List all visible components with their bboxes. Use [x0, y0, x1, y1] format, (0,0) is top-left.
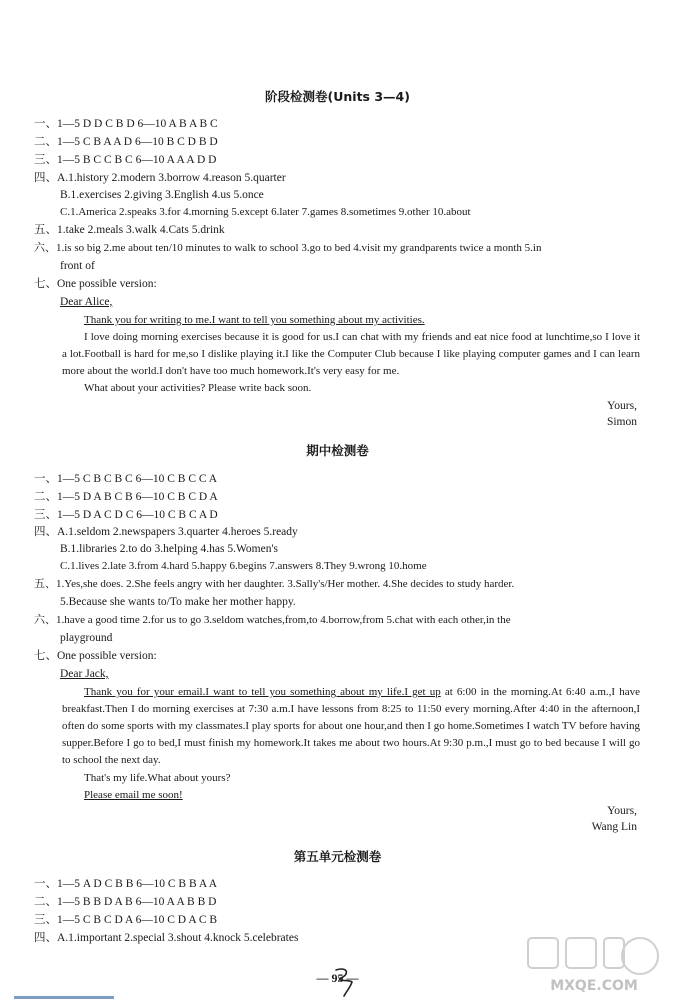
answer-line: 六、1.is so big 2.me about ten/10 minutes to walk to school 3.go to bed 4.visit my grandparents twice a month 5.in — [34, 242, 542, 254]
answer-line: 四、A.1.history 2.modern 3.borrow 4.reason 5.quarter — [34, 172, 286, 184]
answer-line: B.1.libraries 2.to do 3.helping 4.has 5.Women's — [60, 543, 279, 555]
letter-closing-line: That's my life.What about yours? — [84, 772, 231, 784]
handwritten-scribble-icon — [332, 966, 360, 998]
letter-name: Wang Lin — [591, 821, 637, 833]
answer-line: 五、1.take 2.meals 3.walk 4.Cats 5.drink — [34, 224, 225, 236]
answer-line: front of — [60, 260, 95, 272]
answer-line: 三、1—5 B C C B C 6—10 A A A D D — [34, 154, 217, 166]
letter-paragraph: I love doing morning exercises because it is good for us.I can chat with my friends and eat nice food at lunchtime,so I love it a lot.Football is hard for me,so I dislike playing it.I like the Computer Club because I like playing computer games and I can learn more about the world.I don't have too much homework.It's very easy for me. — [62, 331, 640, 377]
answer-line: 七、One possible version: — [34, 650, 157, 662]
answer-line: playground — [60, 632, 113, 644]
letter-signoff: Yours, — [607, 400, 637, 412]
answer-line: 二、1—5 C B A A D 6—10 B C D B D — [34, 136, 218, 148]
answer-line: 一、1—5 C B C B C 6—10 C B C C A — [34, 473, 218, 485]
letter-name: Simon — [606, 416, 637, 428]
section-title-unit-5: 第五单元检测卷 — [293, 849, 382, 864]
bottom-edge-bar — [14, 996, 114, 999]
watermark-logo-icon — [520, 930, 668, 998]
letter-closing-line: What about your activities? Please write back soon. — [84, 382, 312, 394]
letter-underlined-opening: Thank you for writing to me.I want to tell you something about my activities. — [84, 314, 425, 326]
answer-line: 5.Because she wants to/To make her mother happy. — [60, 596, 296, 608]
page-number: — 95 — — [316, 971, 359, 985]
letter-underlined-opening: Thank you for your email.I want to tell you something about my life.I get up — [84, 686, 441, 698]
answer-line: 七、One possible version: — [34, 278, 157, 290]
answer-line: B.1.exercises 2.giving 3.English 4.us 5.once — [60, 189, 264, 201]
letter-closing-underlined: Please email me soon! — [84, 789, 183, 801]
section-title-midterm: 期中检测卷 — [306, 443, 369, 458]
answer-line: 一、1—5 D D C B D 6—10 A B A B C — [34, 118, 218, 130]
letter-body — [62, 312, 640, 380]
answer-line: 一、1—5 A D C B B 6—10 C B B A A — [34, 878, 218, 890]
letter-signoff: Yours, — [607, 805, 637, 817]
answer-line: 四、A.1.important 2.special 3.shout 4.knock 5.celebrates — [34, 932, 299, 944]
watermark-text: MXQE.COM — [550, 978, 638, 994]
answer-line: 四、A.1.seldom 2.newspapers 3.quarter 4.heroes 5.ready — [34, 526, 298, 538]
answer-line: 五、1.Yes,she does. 2.She feels angry with her daughter. 3.Sally's/Her mother. 4.She decides to study harder. — [34, 578, 515, 590]
answer-line: 三、1—5 D A C D C 6—10 C B C A D — [34, 509, 218, 521]
answer-line: 三、1—5 C B C D A 6—10 C D A C B — [34, 914, 218, 926]
letter-paragraph: at 6:00 in the morning.At 6:40 a.m.,I have breakfast.Then I do morning exercises at 7:30 a.m.I have lessons from 8:25 to 11:50 every morning.After 4:40 in the afternoon,I often do some sports with my classmates.I play sports for about one hour,and then I go home.Sometimes I watch TV before having supper.Before I go to bed,I must finish my homework.It takes me about two hours.At 9:30 p.m.,I must go to bed because I will go to school the next day. — [62, 686, 640, 766]
section-title-units-3-4: 阶段检测卷(Units 3—4) — [265, 89, 410, 104]
letter-greeting: Dear Alice, — [60, 296, 113, 308]
answer-line: C.1.America 2.speaks 3.for 4.morning 5.except 6.later 7.games 8.sometimes 9.other 10.about — [60, 206, 471, 218]
answer-line: C.1.lives 2.late 3.from 4.hard 5.happy 6.begins 7.answers 8.They 9.wrong 10.home — [60, 560, 427, 572]
letter-greeting: Dear Jack, — [60, 668, 109, 680]
answer-line: 六、1.have a good time 2.for us to go 3.seldom watches,from,to 4.borrow,from 5.chat with each other,in the — [34, 614, 511, 626]
answer-line: 二、1—5 B B D A B 6—10 A A B B D — [34, 896, 217, 908]
letter-body — [62, 684, 640, 769]
answer-line: 二、1—5 D A B C B 6—10 C B C D A — [34, 491, 218, 503]
